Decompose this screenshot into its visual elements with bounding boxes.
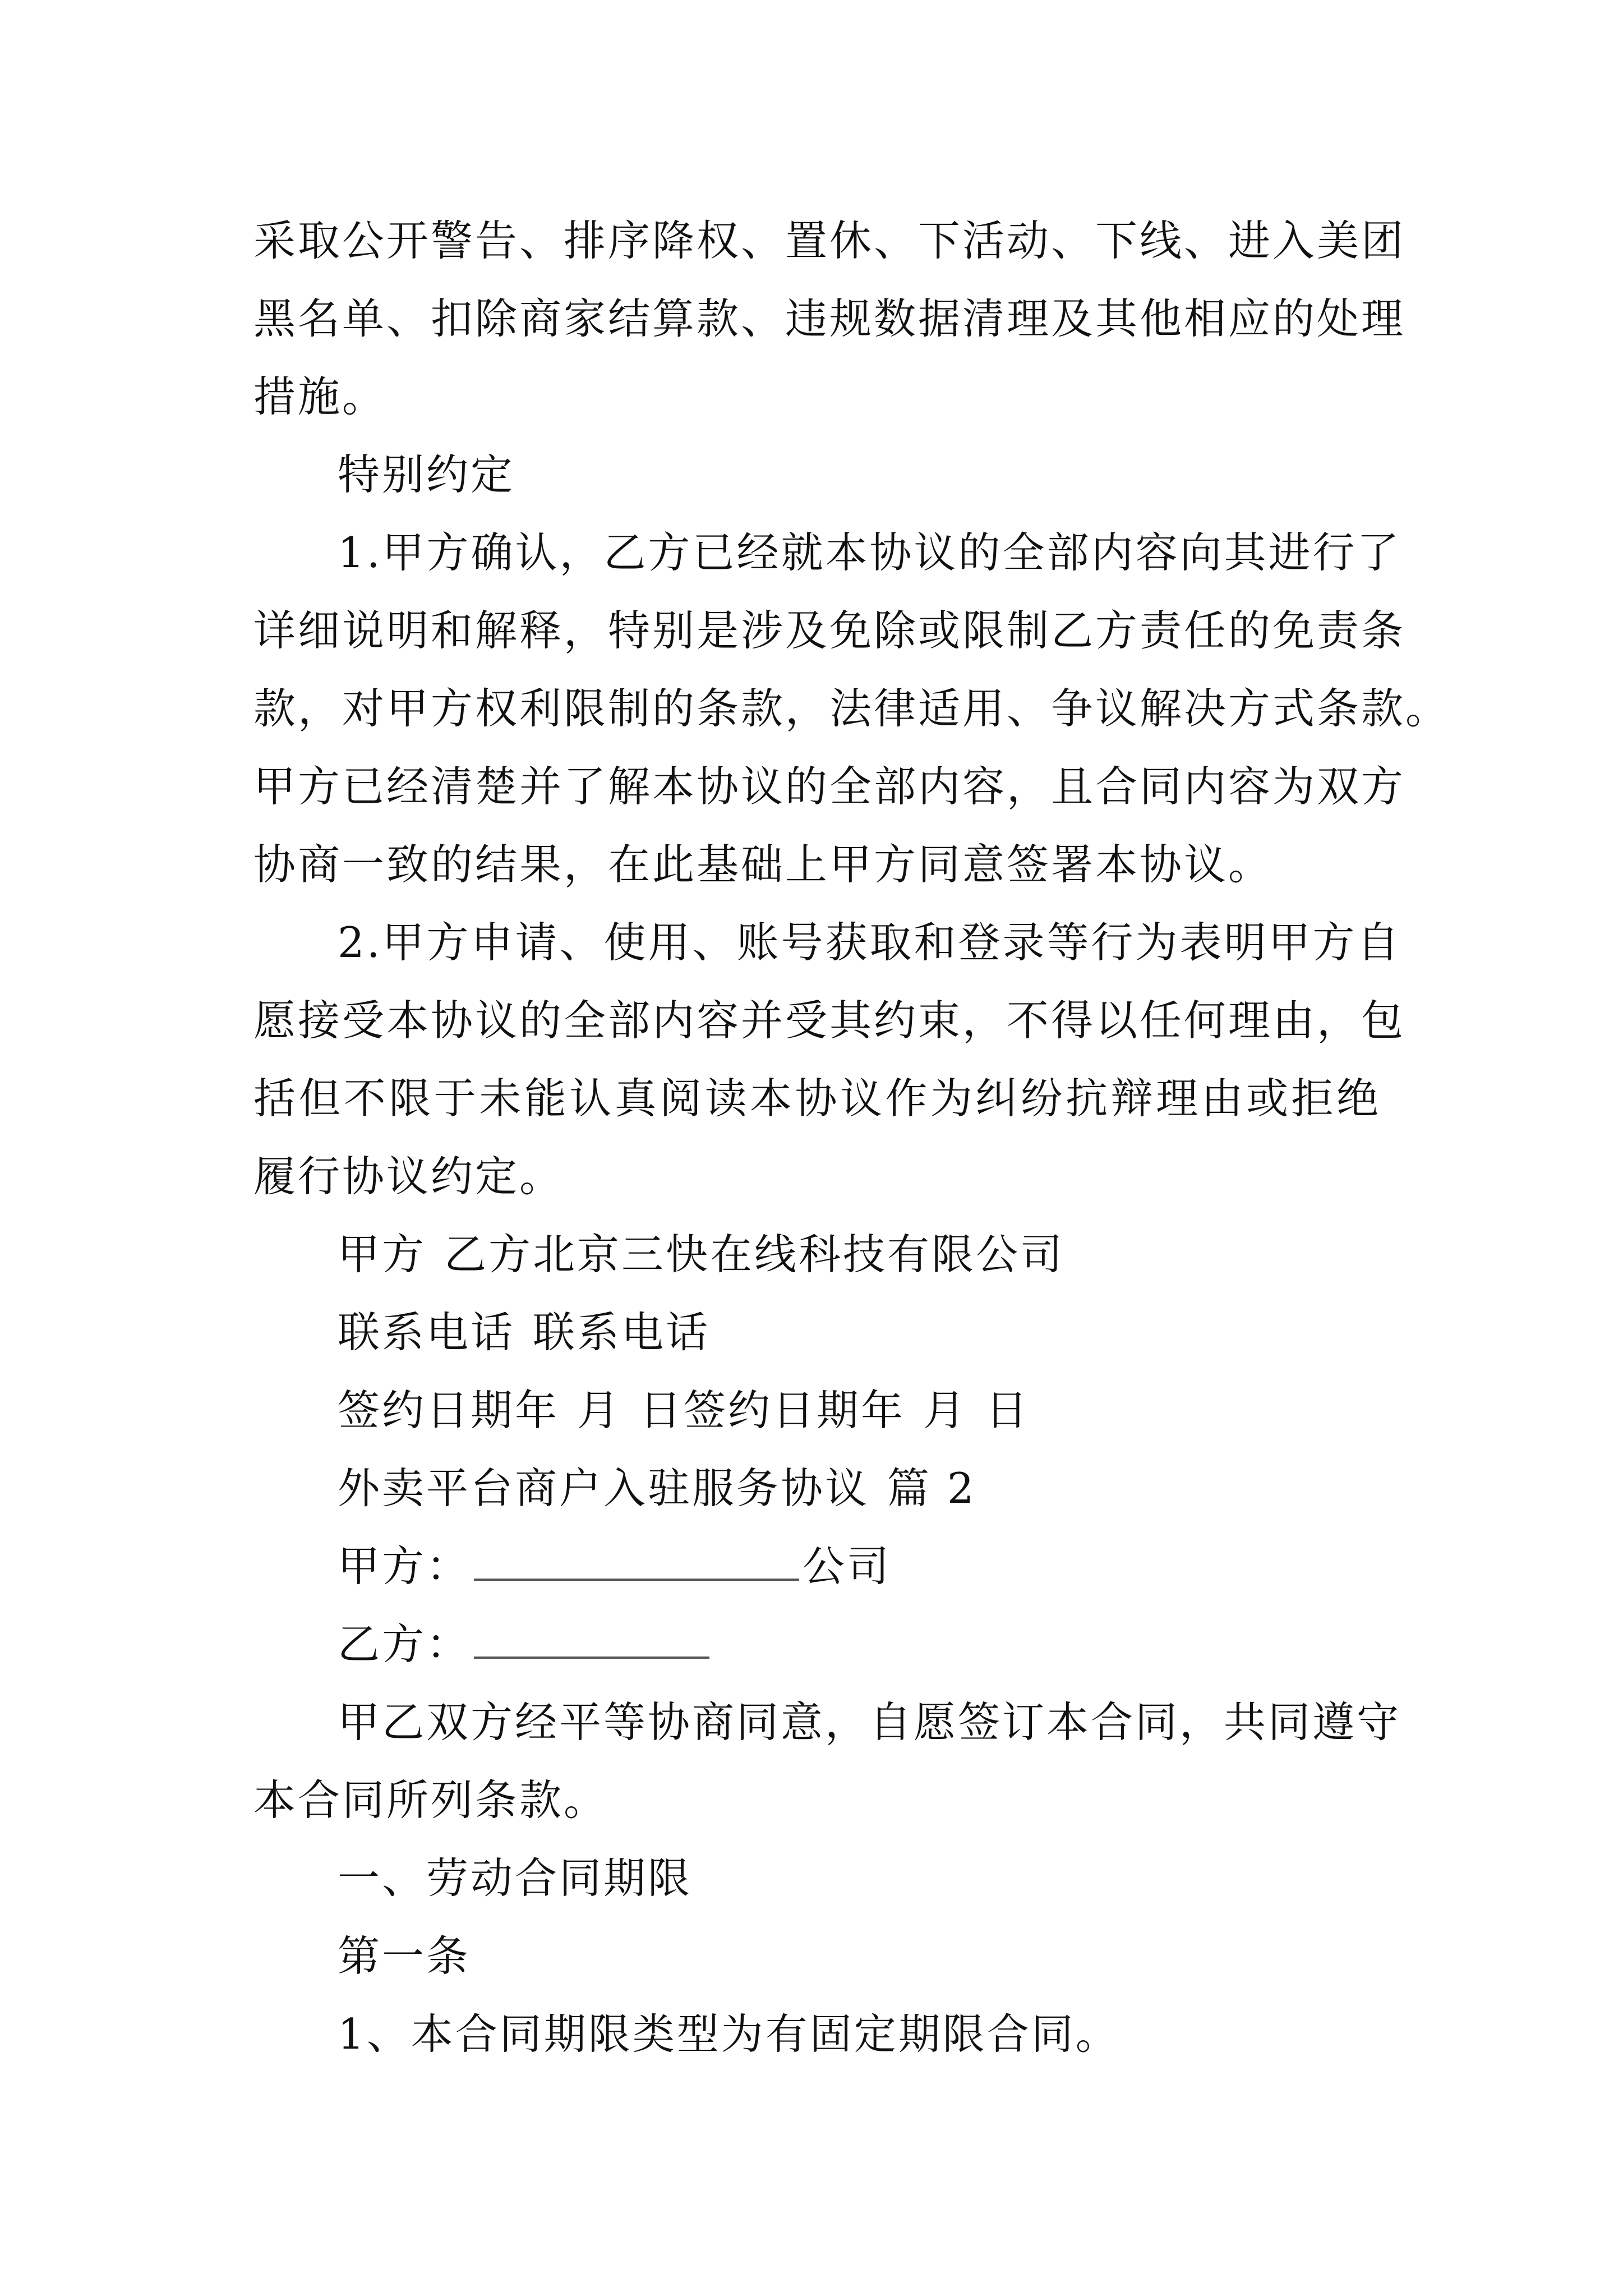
paragraph-line: 黑名单、扣除商家结算款、违规数据清理及其他相应的处理 (253, 294, 1406, 343)
party-a-field-suffix: 公司 (803, 1542, 892, 1591)
party-b-blank (474, 1613, 709, 1659)
party-a-field-label: 甲方： (338, 1542, 471, 1591)
paragraph-line: 1、本合同期限类型为有固定期限合同。 (338, 2009, 1120, 2059)
section-number: 篇 2 (887, 1464, 976, 1513)
date-month-b: 月 (923, 1386, 968, 1435)
party-b-field-label: 乙方： (338, 1619, 471, 1669)
paragraph-line: 愿接受本协议的全部内容并受其约束，不得以任何理由，包 (253, 996, 1406, 1045)
paragraph-line: 详细说明和解释，特别是涉及免除或限制乙方责任的免责条 (253, 606, 1406, 655)
paragraph-line: 采取公开警告、排序降权、置休、下活动、下线、进入美团 (253, 216, 1406, 265)
section-title-text: 外卖平台商户入驻服务协议 (338, 1464, 870, 1513)
date-year-a: 签约日期年 (338, 1386, 560, 1435)
paragraph-line: 1.甲方确认，乙方已经就本协议的全部内容向其进行了 (338, 528, 1401, 577)
section-title (253, 1450, 1381, 1527)
section-heading: 一、劳动合同期限 (338, 1853, 693, 1903)
party-b-label: 乙方北京三快在线科技有限公司 (444, 1230, 1065, 1279)
party-a-phone-label: 联系电话 (338, 1308, 515, 1357)
paragraph-line: 2.甲方申请、使用、账号获取和登录等行为表明甲方自 (338, 918, 1401, 967)
date-day-b: 日 (985, 1386, 1030, 1435)
paragraph-line: 本合同所列条款。 (253, 1775, 608, 1825)
date-day-year-b: 日签约日期年 (639, 1386, 906, 1435)
party-b-phone-label: 联系电话 (533, 1308, 711, 1357)
paragraph-line: 甲乙双方经平等协商同意，自愿签订本合同，共同遵守 (338, 1697, 1401, 1747)
paragraph-line: 协商一致的结果，在此基础上甲方同意签署本协议。 (253, 840, 1273, 889)
paragraph-line: 括但不限于未能认真阅读本协议作为纠纷抗辩理由或拒绝 (253, 1074, 1381, 1123)
date-month-a: 月 (577, 1386, 622, 1435)
article-heading: 第一条 (338, 1931, 471, 1981)
paragraph-line: 甲方已经清楚并了解本协议的全部内容，且合同内容为双方 (253, 762, 1406, 811)
section-heading: 特别约定 (338, 450, 515, 499)
document-body (253, 202, 1450, 2073)
date-line (253, 1372, 1381, 1450)
paragraph-line: 履行协议约定。 (253, 1152, 564, 1201)
party-a-blank (474, 1535, 799, 1581)
paragraph-line: 款，对甲方权利限制的条款，法律适用、争议解决方式条款。 (253, 684, 1450, 733)
party-a-field (253, 1527, 1381, 1605)
paragraph-line: 措施。 (253, 372, 387, 421)
phone-line (253, 1294, 1381, 1372)
party-b-field (253, 1605, 1381, 1683)
party-a-label: 甲方 (338, 1230, 427, 1279)
party-line (253, 1216, 1381, 1294)
